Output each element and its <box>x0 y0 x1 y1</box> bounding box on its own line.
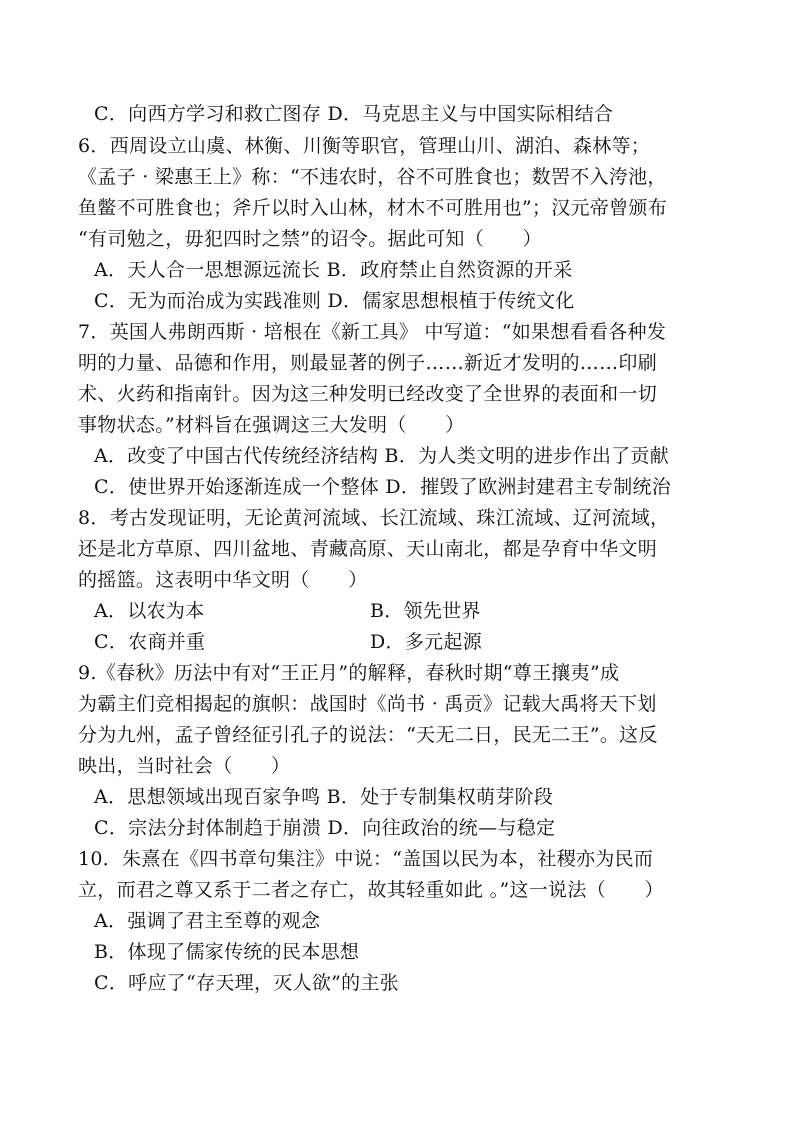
q6-stem-line-3: 鱼鳖不可胜食也；斧斤以时入山林，材木不可胜用也”；汉元帝曾颁布 <box>78 197 668 219</box>
q9-stem-line-3: 分为九州，孟子曾经征引孔子的说法：“天无二日，民无二王”。这反 <box>78 724 658 746</box>
q8-stem-line-2: 还是北方草原、四川盆地、青藏高原、天山南北，都是孕育中华文明 <box>78 538 658 560</box>
q8-option-d: D．多元起源 <box>370 631 483 653</box>
q6-option-cd: C．无为而治成为实践准则 D．儒家思想根植于传统文化 <box>94 290 575 312</box>
q6-stem-line-4: “有司勉之，毋犯四时之禁”的诏令。据此可知（ ） <box>78 228 542 250</box>
q7-stem-line-4: 事物状态。”材料旨在强调这三大发明（ ） <box>78 414 465 436</box>
q9-stem-line-4: 映出，当时社会（ ） <box>78 755 291 777</box>
q7-stem-line-1: 7．英国人弗朗西斯 · 培根在《新工具》 中写道：“如果想看看各种发 <box>78 321 667 343</box>
q8-option-row-1 <box>94 599 481 623</box>
q10-option-b: B．体现了儒家传统的民本思想 <box>94 941 360 963</box>
q5-option-cd: C．向西方学习和救亡图存 D．马克思主义与中国实际相结合 <box>94 103 614 125</box>
q8-option-c: C．农商并重 <box>94 631 206 653</box>
q10-stem-line-1: 10．朱熹在《四书章句集注》中说：“盖国以民为本，社稷亦为民而 <box>78 848 654 870</box>
q8-option-a: A．以农为本 <box>94 600 205 622</box>
q9-stem-line-1: 9.《春秋》历法中有对“王正月”的解释，春秋时期“尊王攘夷”成 <box>78 662 620 684</box>
q6-stem-line-1: 6．西周设立山虞、林衡、川衡等职官，管理山川、湖泊、森林等； <box>78 135 651 157</box>
q9-option-ab: A．思想领域出现百家争鸣 B．处于专制集权萌芽阶段 <box>94 786 554 808</box>
q7-option-cd: C．使世界开始逐渐连成一个整体 D．摧毁了欧洲封建君主专制统治 <box>94 476 672 498</box>
q8-stem-line-1: 8．考古发现证明，无论黄河流域、长江流域、珠江流域、辽河流域， <box>78 507 670 529</box>
q7-stem-line-3: 术、火药和指南针。因为这三种发明已经改变了全世界的表面和一切 <box>78 383 658 405</box>
q10-stem-line-2: 立，而君之尊又系于二者之存亡，故其轻重如此 。”这一说法（ ） <box>78 879 664 901</box>
q8-option-row-2 <box>94 630 483 654</box>
q10-option-a: A．强调了君主至尊的观念 <box>94 910 321 932</box>
q9-stem-line-2: 为霸主们竞相揭起的旗帜：战国时《尚书 · 禹贡》记载大禹将天下划 <box>78 693 657 715</box>
q6-stem-line-2: 《孟子 · 梁惠王上》称：“不违农时，谷不可胜食也；数罟不入洿池， <box>78 166 667 188</box>
q7-option-ab: A．改变了中国古代传统经济结构 B．为人类文明的进步作出了贡献 <box>94 445 670 467</box>
q8-stem-line-3: 的摇篮。这表明中华文明（ ） <box>78 569 368 591</box>
q8-option-b: B．领先世界 <box>370 600 481 622</box>
q7-stem-line-2: 明的力量、品德和作用，则最显著的例子……新近才发明的……印刷 <box>78 352 658 374</box>
q6-option-ab: A．天人合一思想源远流长 B．政府禁止自然资源的开采 <box>94 259 573 281</box>
q9-option-cd: C．宗法分封体制趋于崩溃 D．向往政治的统—与稳定 <box>94 817 556 839</box>
q10-option-c: C．呼应了“存天理，灭人欲”的主张 <box>94 972 400 994</box>
